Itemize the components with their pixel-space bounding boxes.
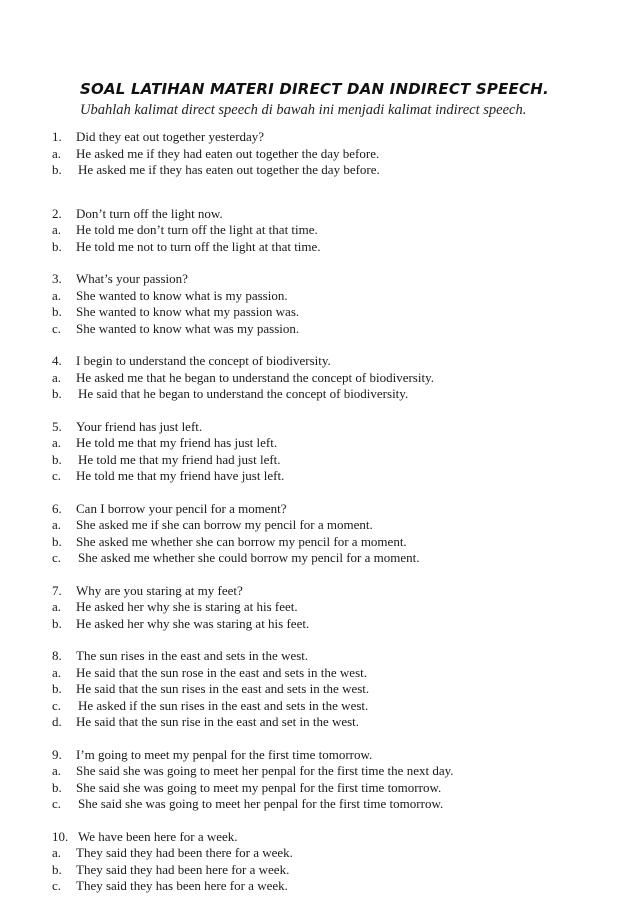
question-prompt: Can I borrow your pencil for a moment? — [76, 500, 287, 516]
answer-option — [52, 146, 612, 163]
option-letter: a. — [52, 517, 62, 532]
question-number: 4. — [52, 353, 62, 368]
question-number: 2. — [52, 205, 62, 221]
answer-option — [52, 599, 612, 616]
answer-option — [52, 698, 612, 715]
option-text: She said she was going to meet my penpal for the first time tomorrow. — [76, 779, 442, 795]
option-letter: a. — [52, 435, 62, 450]
option-letter: a. — [52, 145, 62, 161]
option-text: She asked me if she can borrow my pencil for a moment. — [76, 517, 373, 532]
option-letter: a. — [52, 845, 62, 860]
worksheet-instruction: Ubahlah kalimat direct speech di bawah ini menjadi kalimat indirect speech. — [80, 102, 527, 118]
option-letter: b. — [52, 681, 62, 696]
question-number: 10. — [52, 828, 69, 844]
question-prompt-line — [52, 648, 612, 665]
answer-option — [52, 550, 612, 567]
question-item — [52, 206, 612, 256]
question-number: 8. — [52, 648, 62, 663]
option-letter: c. — [52, 550, 62, 565]
option-text: He said that the sun rises in the east and sets in the west. — [76, 681, 370, 696]
option-text: She asked me whether she could borrow my pencil for a moment. — [78, 550, 420, 565]
option-letter: c. — [52, 878, 62, 893]
answer-option — [52, 878, 612, 895]
option-text: He asked if the sun rises in the east and sets in the west. — [78, 697, 369, 713]
question-number: 9. — [52, 746, 62, 762]
option-letter: a. — [52, 599, 62, 614]
question-prompt-line — [52, 271, 612, 288]
option-text: She asked me whether she can borrow my pencil for a moment. — [76, 533, 407, 549]
answer-option — [52, 616, 612, 633]
option-text: He said that the sun rose in the east and sets in the west. — [76, 664, 367, 680]
answer-option — [52, 162, 612, 179]
option-letter: c. — [52, 796, 62, 811]
option-letter: b. — [52, 861, 62, 877]
question-item — [52, 271, 612, 337]
option-letter: a. — [52, 222, 62, 237]
question-prompt: Don’t turn off the light now. — [76, 205, 223, 221]
option-letter: b. — [52, 162, 62, 177]
question-number: 3. — [52, 271, 62, 286]
option-text: He asked her why she was staring at his feet. — [76, 615, 310, 631]
question-item — [52, 501, 612, 567]
answer-option — [52, 435, 612, 452]
answer-option — [52, 370, 612, 387]
question-list — [52, 129, 612, 895]
option-text: He told me don’t turn off the light at that time. — [76, 222, 318, 237]
option-text: He asked me if they has eaten out together the day before. — [78, 162, 380, 177]
answer-option — [52, 534, 612, 551]
option-text: He told me that my friend had just left. — [78, 451, 281, 467]
answer-option — [52, 321, 612, 338]
question-prompt-line — [52, 583, 612, 600]
question-item — [52, 353, 612, 403]
question-prompt-line — [52, 129, 612, 146]
answer-option — [52, 288, 612, 305]
question-prompt: We have been here for a week. — [78, 828, 238, 844]
option-letter: b. — [52, 615, 62, 631]
answer-option — [52, 665, 612, 682]
option-text: He told me that my friend has just left. — [76, 435, 278, 450]
question-prompt: What’s your passion? — [76, 271, 188, 286]
answer-option — [52, 386, 612, 403]
option-text: He said that the sun rise in the east and set in the west. — [76, 714, 360, 729]
answer-option — [52, 763, 612, 780]
question-item — [52, 419, 612, 485]
option-letter: b. — [52, 779, 62, 795]
answer-option — [52, 862, 612, 879]
option-text: She said she was going to meet her penpal for the first time tomorrow. — [78, 796, 444, 811]
answer-option — [52, 796, 612, 813]
question-item — [52, 829, 612, 895]
option-text: They said they had been here for a week. — [76, 861, 290, 877]
option-letter: b. — [52, 304, 62, 319]
option-letter: d. — [52, 714, 62, 729]
question-item — [52, 747, 612, 813]
answer-option — [52, 780, 612, 797]
answer-option — [52, 304, 612, 321]
answer-option — [52, 222, 612, 239]
question-prompt-line — [52, 501, 612, 518]
option-letter: b. — [52, 451, 62, 467]
question-prompt-line — [52, 747, 612, 764]
answer-option — [52, 681, 612, 698]
option-letter: b. — [52, 238, 62, 254]
option-text: He asked her why she is staring at his feet. — [76, 599, 298, 614]
option-letter: b. — [52, 386, 62, 401]
option-text: They said they has been here for a week. — [76, 878, 288, 893]
question-prompt: Why are you staring at my feet? — [76, 582, 243, 598]
option-text: He said that he began to understand the concept of biodiversity. — [78, 386, 409, 401]
option-text: He asked me that he began to understand the concept of biodiversity. — [76, 369, 434, 385]
question-prompt: Your friend has just left. — [76, 418, 203, 434]
option-text: She wanted to know what was my passion. — [76, 320, 300, 336]
answer-option — [52, 714, 612, 731]
answer-option — [52, 239, 612, 256]
question-number: 1. — [52, 129, 62, 144]
question-item — [52, 648, 612, 731]
option-letter: a. — [52, 287, 62, 303]
option-letter: b. — [52, 533, 62, 549]
answer-option — [52, 845, 612, 862]
option-letter: a. — [52, 664, 62, 680]
option-letter: c. — [52, 697, 62, 713]
option-text: He told me not to turn off the light at that time. — [76, 238, 321, 254]
option-text: He asked me if they had eaten out together the day before. — [76, 145, 380, 161]
option-letter: c. — [52, 320, 62, 336]
question-prompt: I’m going to meet my penpal for the first time tomorrow. — [76, 746, 373, 762]
option-text: She said she was going to meet her penpal for the first time the next day. — [76, 763, 454, 778]
question-number: 5. — [52, 418, 62, 434]
question-prompt: I begin to understand the concept of biodiversity. — [76, 353, 331, 368]
question-prompt-line — [52, 206, 612, 223]
question-prompt-line — [52, 829, 612, 846]
answer-option — [52, 452, 612, 469]
option-letter: a. — [52, 369, 62, 385]
answer-option — [52, 468, 612, 485]
question-prompt-line — [52, 353, 612, 370]
question-number: 7. — [52, 582, 62, 598]
option-text: He told me that my friend have just left. — [76, 468, 285, 483]
option-letter: a. — [52, 763, 62, 778]
worksheet-title: SOAL LATIHAN MATERI DIRECT DAN INDIRECT SPEECH. — [80, 80, 549, 98]
question-prompt: Did they eat out together yesterday? — [76, 129, 265, 144]
option-text: She wanted to know what is my passion. — [76, 287, 288, 303]
question-prompt-line — [52, 419, 612, 436]
option-letter: c. — [52, 468, 62, 483]
question-number: 6. — [52, 500, 62, 516]
option-text: They said they had been there for a week. — [76, 845, 293, 860]
answer-option — [52, 517, 612, 534]
question-prompt: The sun rises in the east and sets in the west. — [76, 648, 309, 663]
question-item — [52, 129, 612, 179]
question-item — [52, 583, 612, 633]
option-text: She wanted to know what my passion was. — [76, 304, 300, 319]
